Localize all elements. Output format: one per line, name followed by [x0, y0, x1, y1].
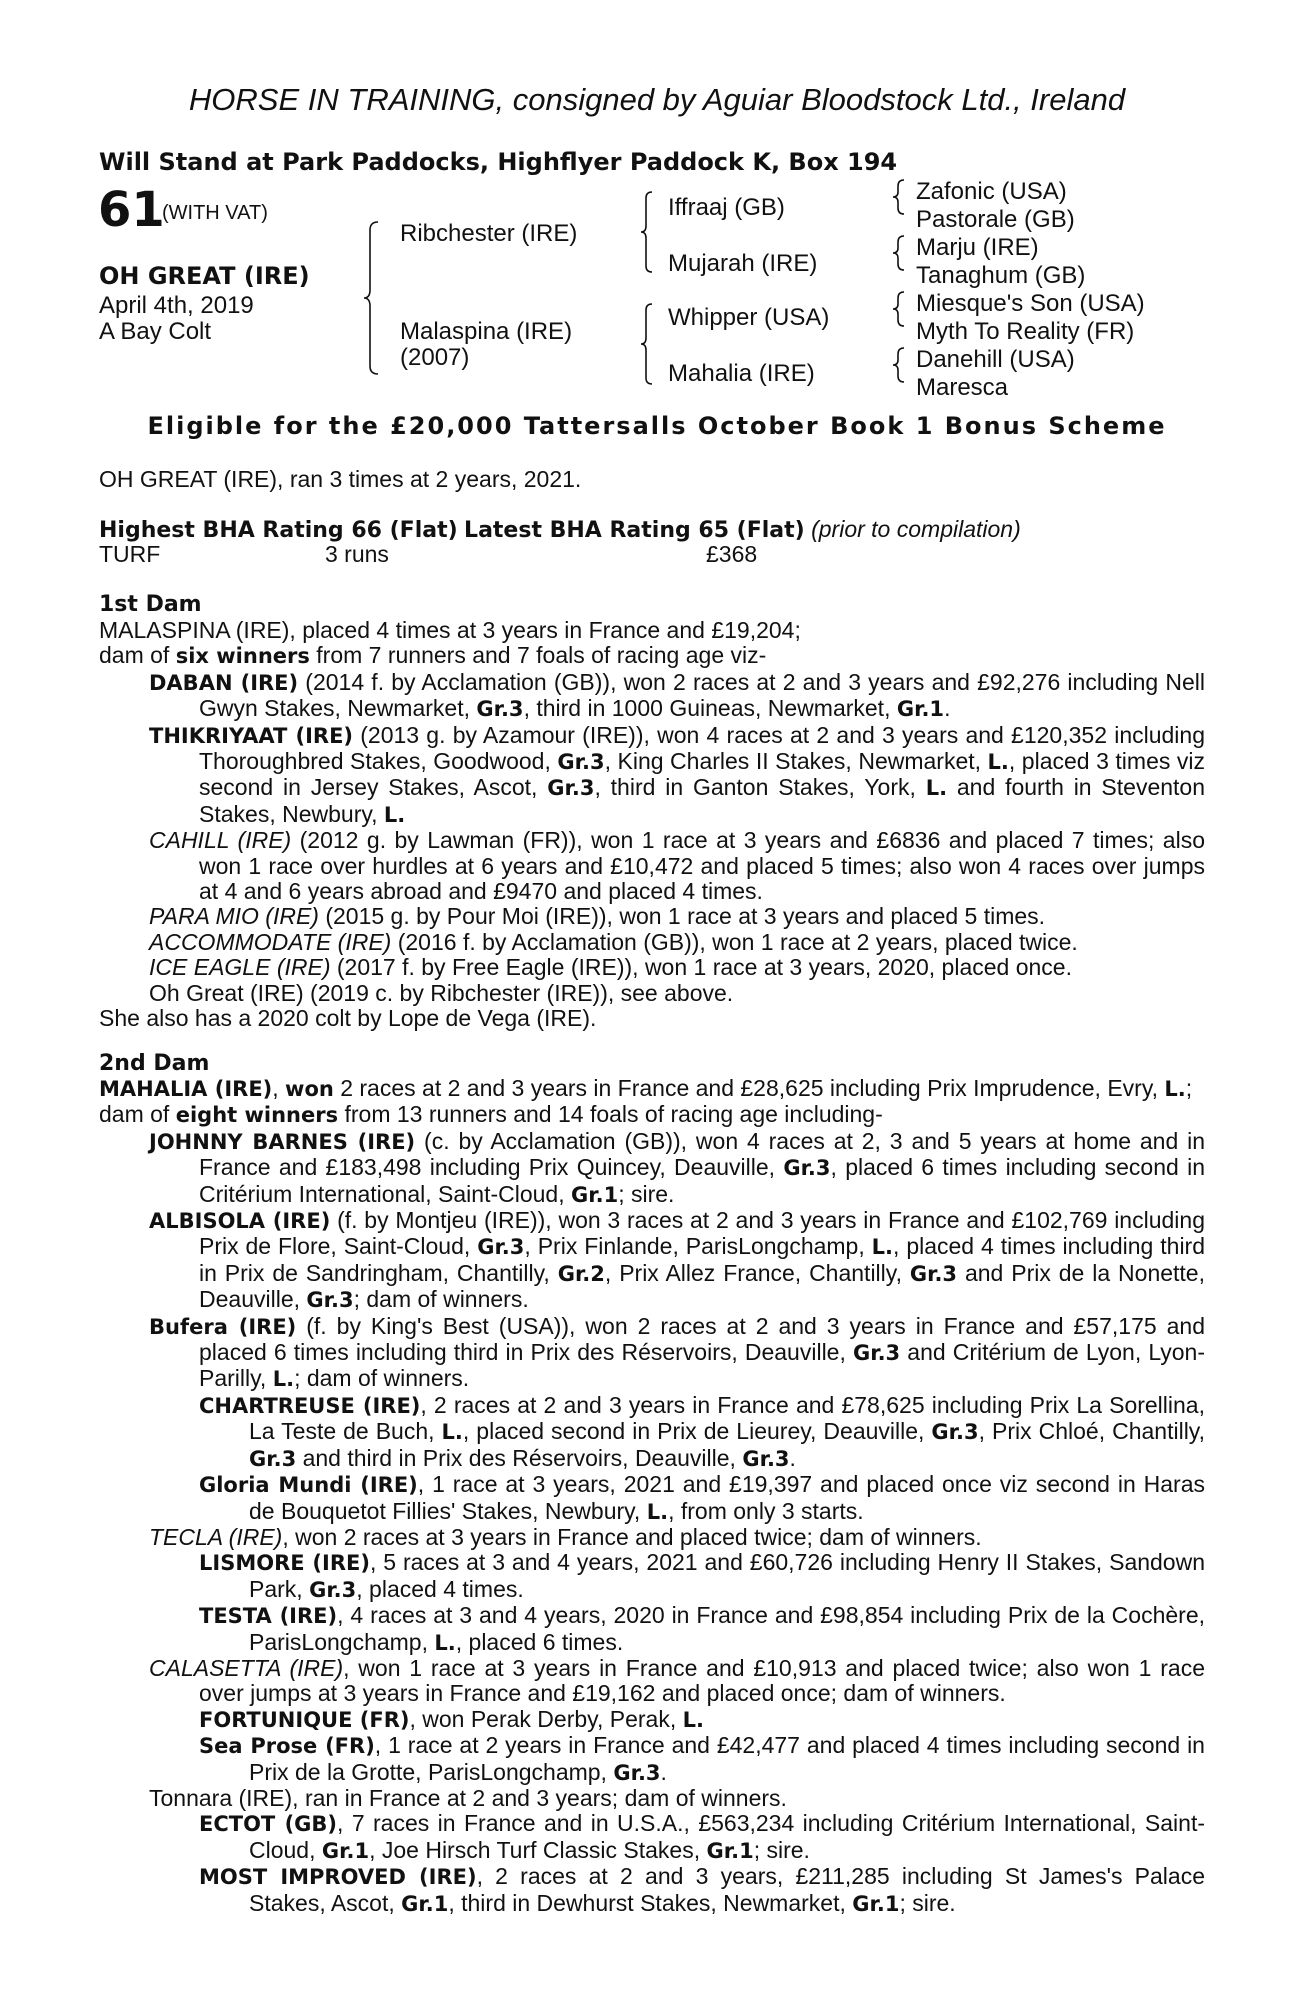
pedigree-dam: Malaspina (IRE): [400, 318, 573, 345]
second-dam-heading: 2nd Dam: [99, 1051, 210, 1076]
pedigree-ddd: Maresca: [916, 374, 1009, 401]
pedigree-dam-sire: Whipper (USA): [668, 304, 830, 331]
pedigree-dss: Miesque's Son (USA): [916, 290, 1145, 317]
first-dam-text: MALASPINA (IRE), placed 4 times at 3 years in France and £19,204; dam of six winners from 7 runners and 7 foals of racing age viz- DABAN (IRE) (2014 f. by Acclamation (GB)), won 2 races at 2 and 3 years and £92,276 including Nell Gwyn Stakes, Newmarket, Gr.3, third in 1000 Guineas, Newmarket, Gr.1. THIKRIYAAT (IRE) (2013 g. by Azamour (IRE)), won 4 races at 2 and 3 years and £120,352 including Thoroughbred Stakes, Goodwood, Gr.3, King Charles II Stakes, Newmarket, L., placed 3 times viz second in Jersey Stakes, Ascot, Gr.3, third in Ganton Stakes, York, L. and fourth in Steventon Stakes, Newbury, L. CAHILL (IRE) (2012 g. by Lawman (FR)), won 1 race at 3 years and £6836 and placed 7 times; also won 1 race over hurdles at 6 years and £10,472 and placed 5 times; also won 4 races over jumps at 4 and 6 years abroad and £9470 and placed 4 times. PARA MIO (IRE) (2015 g. by Pour Moi (IRE)), won 1 race at 3 years and placed 5 times. ACCOMMODATE (IRE) (2016 f. by Acclamation (GB)), won 1 race at 2 years, placed twice. ICE EAGLE (IRE) (2017 f. by Free Eagle (IRE)), won 1 race at 3 years, 2020, placed once. Oh Great (IRE) (2019 c. by Ribchester (IRE)), see above. She also has a 2020 colt by Lope de Vega (IRE).: [99, 617, 1205, 1032]
rating-earnings: £368: [706, 541, 758, 567]
race-record: OH GREAT (IRE), ran 3 times at 2 years, 2021.: [99, 466, 582, 492]
rating-runs: 3 runs: [325, 541, 389, 567]
pedigree-sds: Marju (IRE): [916, 234, 1039, 261]
pedigree-sire-dam: Mujarah (IRE): [668, 250, 818, 277]
pedigree-ssd: Pastorale (GB): [916, 206, 1075, 233]
rating-surface: TURF: [99, 541, 161, 567]
horse-desc: A Bay Colt: [99, 318, 212, 345]
bonus-scheme: Eligible for the £20,000 Tattersalls October Book 1 Bonus Scheme: [147, 412, 1167, 440]
pedigree-dsd: Myth To Reality (FR): [916, 318, 1135, 345]
second-dam-text: MAHALIA (IRE), won 2 races at 2 and 3 years in France and £28,625 including Prix Imprudence, Evry, L.; dam of eight winners from 13 runners and 14 foals of racing age including- JOHNNY BARNES (IRE) (c. by Acclamation (GB)), won 4 races at 2, 3 and 5 years at home and in France and £183,498 including Prix Quincey, Deauville, Gr.3, placed 6 times including second in Critérium International, Saint-Cloud, Gr.1; sire. ALBISOLA (IRE) (f. by Montjeu (IRE)), won 3 races at 2 and 3 years in France and £102,769 including Prix de Flore, Saint-Cloud, Gr.3, Prix Finlande, ParisLongchamp, L., placed 4 times including third in Prix de Sandringham, Chantilly, Gr.2, Prix Allez France, Chantilly, Gr.3 and Prix de la Nonette, Deauville, Gr.3; dam of winners. Bufera (IRE) (f. by King's Best (USA)), won 2 races at 2 and 3 years in France and £57,175 and placed 6 times including third in Prix des Réservoirs, Deauville, Gr.3 and Critérium de Lyon, Lyon-Parilly, L.; dam of winners. CHARTREUSE (IRE), 2 races at 2 and 3 years in France and £78,625 including Prix La Sorellina, La Teste de Buch, L., placed second in Prix de Lieurey, Deauville, Gr.3, Prix Chloé, Chantilly, Gr.3 and third in Prix des Réservoirs, Deauville, Gr.3. Gloria Mundi (IRE), 1 race at 3 years, 2021 and £19,397 and placed once viz second in Haras de Bouquetot Fillies' Stakes, Newbury, L., from only 3 starts. TECLA (IRE), won 2 races at 3 years in France and placed twice; dam of winners. LISMORE (IRE), 5 races at 3 and 4 years, 2021 and £60,726 including Henry II Stakes, Sandown Park, Gr.3, placed 4 times. TESTA (IRE), 4 races at 3 and 4 years, 2020 in France and £98,854 including Prix de la Cochère, ParisLongchamp, L., placed 6 times. CALASETTA (IRE), won 1 race at 3 years in France and £10,913 and placed twice; also won 1 race over jumps at 3 years in France and £19,162 and placed once; dam of winners. FORTUNIQUE (FR), won Perak Derby, Perak, L. Sea Prose (FR), 1 race at 2 years in France and £42,477 and placed 4 times including second in Prix de la Grotte, ParisLongchamp, Gr.3. Tonnara (IRE), ran in France at 2 and 3 years; dam of winners. ECTOT (GB), 7 races in France and in U.S.A., £563,234 including Critérium International, Saint-Cloud, Gr.1, Joe Hirsch Turf Classic Stakes, Gr.1; sire. MOST IMPROVED (IRE), 2 races at 2 and 3 years, £211,285 including St James's Palace Stakes, Ascot, Gr.1, third in Dewhurst Stakes, Newmarket, Gr.1; sire.: [99, 1075, 1206, 1916]
pedigree-dds: Danehill (USA): [916, 346, 1075, 373]
pedigree-dam-year: (2007): [400, 344, 470, 371]
vat-note: (WITH VAT): [162, 202, 268, 224]
pedigree-sire: Ribchester (IRE): [400, 220, 578, 247]
pedigree-sdd: Tanaghum (GB): [916, 262, 1086, 289]
horse-dob: April 4th, 2019: [99, 292, 254, 319]
page-title: HORSE IN TRAINING, consigned by Aguiar Bloodstock Ltd., Ireland: [188, 82, 1126, 117]
pedigree-dam-dam: Mahalia (IRE): [668, 360, 815, 387]
pedigree-sire-sire: Iffraaj (GB): [668, 194, 785, 221]
pedigree-sss: Zafonic (USA): [916, 178, 1067, 205]
lot-number: 61: [98, 182, 165, 238]
rating-line: Highest BHA Rating 66 (Flat) Latest BHA Rating 65 (Flat) (prior to compilation): [99, 516, 1021, 543]
horse-name: OH GREAT (IRE): [99, 262, 310, 290]
stand-location: Will Stand at Park Paddocks, Highflyer Paddock K, Box 194: [99, 148, 898, 176]
first-dam-heading: 1st Dam: [99, 592, 202, 617]
